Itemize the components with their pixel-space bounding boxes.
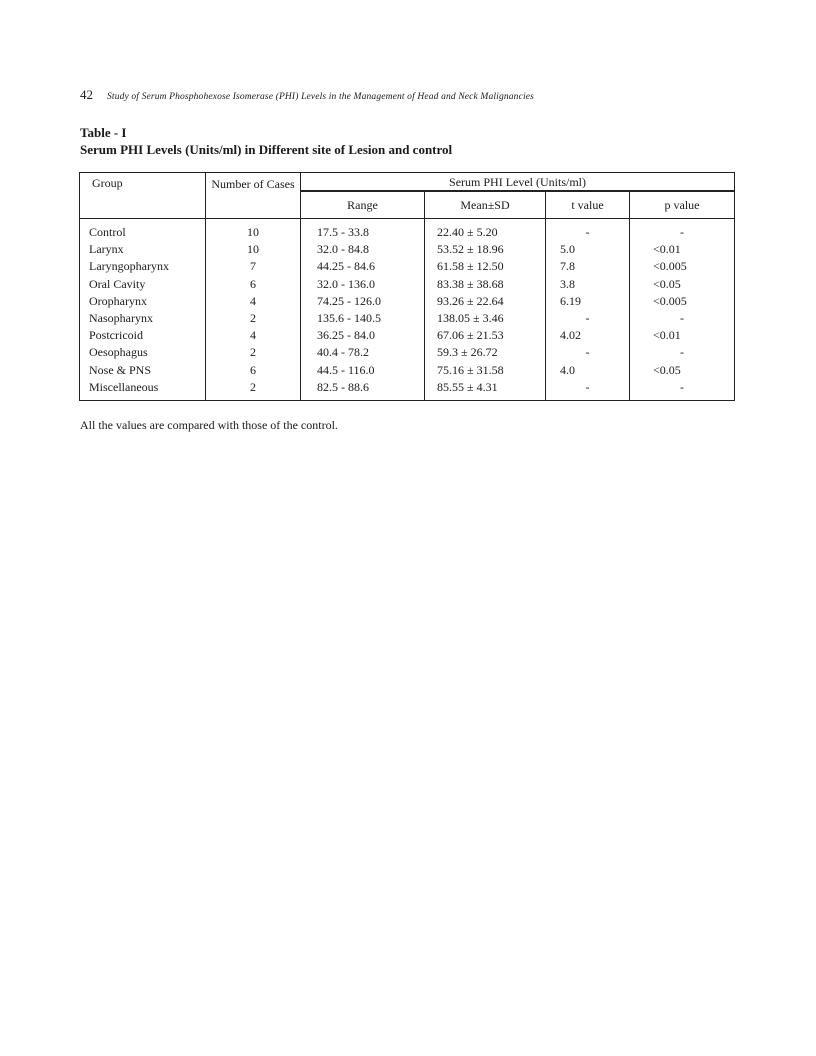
cell-range: 44.25 - 84.6: [301, 258, 425, 275]
cell-group: Oral Cavity: [80, 276, 206, 293]
phi-levels-table: [79, 172, 735, 401]
cell-p-value: -: [630, 344, 735, 361]
cell-number-of-cases: 4: [206, 293, 301, 310]
cell-range: 40.4 - 78.2: [301, 344, 425, 361]
cell-group: Control: [80, 219, 206, 242]
header-t-value: t value: [546, 191, 630, 219]
cell-p-value: -: [630, 219, 735, 242]
header-mean-sd: Mean±SD: [425, 191, 546, 219]
cell-group: Larynx: [80, 241, 206, 258]
cell-mean-sd: 138.05 ± 3.46: [425, 310, 546, 327]
cell-mean-sd: 75.16 ± 31.58: [425, 362, 546, 379]
cell-range: 36.25 - 84.0: [301, 327, 425, 344]
cell-group: Oesophagus: [80, 344, 206, 361]
cell-p-value: <0.05: [630, 362, 735, 379]
cell-p-value: <0.01: [630, 327, 735, 344]
cell-number-of-cases: 10: [206, 219, 301, 242]
table-row: [80, 219, 735, 242]
cell-t-value: -: [546, 219, 630, 242]
cell-range: 17.5 - 33.8: [301, 219, 425, 242]
cell-mean-sd: 67.06 ± 21.53: [425, 327, 546, 344]
running-head-title: Study of Serum Phosphohexose Isomerase (PHI) Levels in the Management of Head and Neck Malignancies: [107, 92, 534, 102]
cell-number-of-cases: 2: [206, 344, 301, 361]
cell-mean-sd: 61.58 ± 12.50: [425, 258, 546, 275]
cell-p-value: <0.05: [630, 276, 735, 293]
cell-t-value: 3.8: [546, 276, 630, 293]
cell-mean-sd: 93.26 ± 22.64: [425, 293, 546, 310]
cell-p-value: <0.01: [630, 241, 735, 258]
cell-number-of-cases: 7: [206, 258, 301, 275]
cell-t-value: 5.0: [546, 241, 630, 258]
table-caption: [80, 124, 740, 158]
table-footnote: All the values are compared with those of the control.: [80, 418, 338, 432]
cell-mean-sd: 59.3 ± 26.72: [425, 344, 546, 361]
cell-range: 135.6 - 140.5: [301, 310, 425, 327]
table-row: [80, 241, 735, 258]
header-range: Range: [301, 191, 425, 219]
header-p-value: p value: [630, 191, 735, 219]
cell-range: 32.0 - 136.0: [301, 276, 425, 293]
header-serum-phi-level: Serum PHI Level (Units/ml): [301, 173, 735, 192]
cell-range: 32.0 - 84.8: [301, 241, 425, 258]
cell-number-of-cases: 4: [206, 327, 301, 344]
cell-mean-sd: 53.52 ± 18.96: [425, 241, 546, 258]
table-title: Serum PHI Levels (Units/ml) in Different site of Lesion and control: [80, 142, 453, 157]
cell-group: Nasopharynx: [80, 310, 206, 327]
cell-p-value: <0.005: [630, 293, 735, 310]
table-body: [80, 219, 735, 401]
cell-t-value: 7.8: [546, 258, 630, 275]
table-row: [80, 344, 735, 361]
table-row: [80, 276, 735, 293]
table-row: [80, 379, 735, 401]
cell-group: Nose & PNS: [80, 362, 206, 379]
cell-number-of-cases: 6: [206, 362, 301, 379]
cell-number-of-cases: 2: [206, 310, 301, 327]
page-number: 42: [80, 87, 93, 102]
header-number-of-cases: Number of Cases: [206, 173, 301, 219]
cell-group: Laryngopharynx: [80, 258, 206, 275]
cell-range: 74.25 - 126.0: [301, 293, 425, 310]
table-row: [80, 310, 735, 327]
cell-p-value: <0.005: [630, 258, 735, 275]
cell-t-value: 6.19: [546, 293, 630, 310]
cell-range: 44.5 - 116.0: [301, 362, 425, 379]
cell-number-of-cases: 2: [206, 379, 301, 401]
table-label: Table - I: [80, 125, 127, 140]
table-row: [80, 293, 735, 310]
cell-number-of-cases: 6: [206, 276, 301, 293]
cell-number-of-cases: 10: [206, 241, 301, 258]
cell-t-value: -: [546, 310, 630, 327]
table-row: [80, 327, 735, 344]
cell-group: Miscellaneous: [80, 379, 206, 401]
cell-t-value: -: [546, 344, 630, 361]
cell-t-value: 4.0: [546, 362, 630, 379]
table-row: [80, 362, 735, 379]
cell-t-value: 4.02: [546, 327, 630, 344]
cell-mean-sd: 22.40 ± 5.20: [425, 219, 546, 242]
running-head: [80, 86, 740, 104]
cell-range: 82.5 - 88.6: [301, 379, 425, 401]
cell-mean-sd: 85.55 ± 4.31: [425, 379, 546, 401]
table-row: [80, 258, 735, 275]
cell-p-value: -: [630, 310, 735, 327]
header-group: Group: [80, 173, 206, 219]
cell-group: Oropharynx: [80, 293, 206, 310]
cell-p-value: -: [630, 379, 735, 401]
cell-group: Postcricoid: [80, 327, 206, 344]
cell-mean-sd: 83.38 ± 38.68: [425, 276, 546, 293]
cell-t-value: -: [546, 379, 630, 401]
